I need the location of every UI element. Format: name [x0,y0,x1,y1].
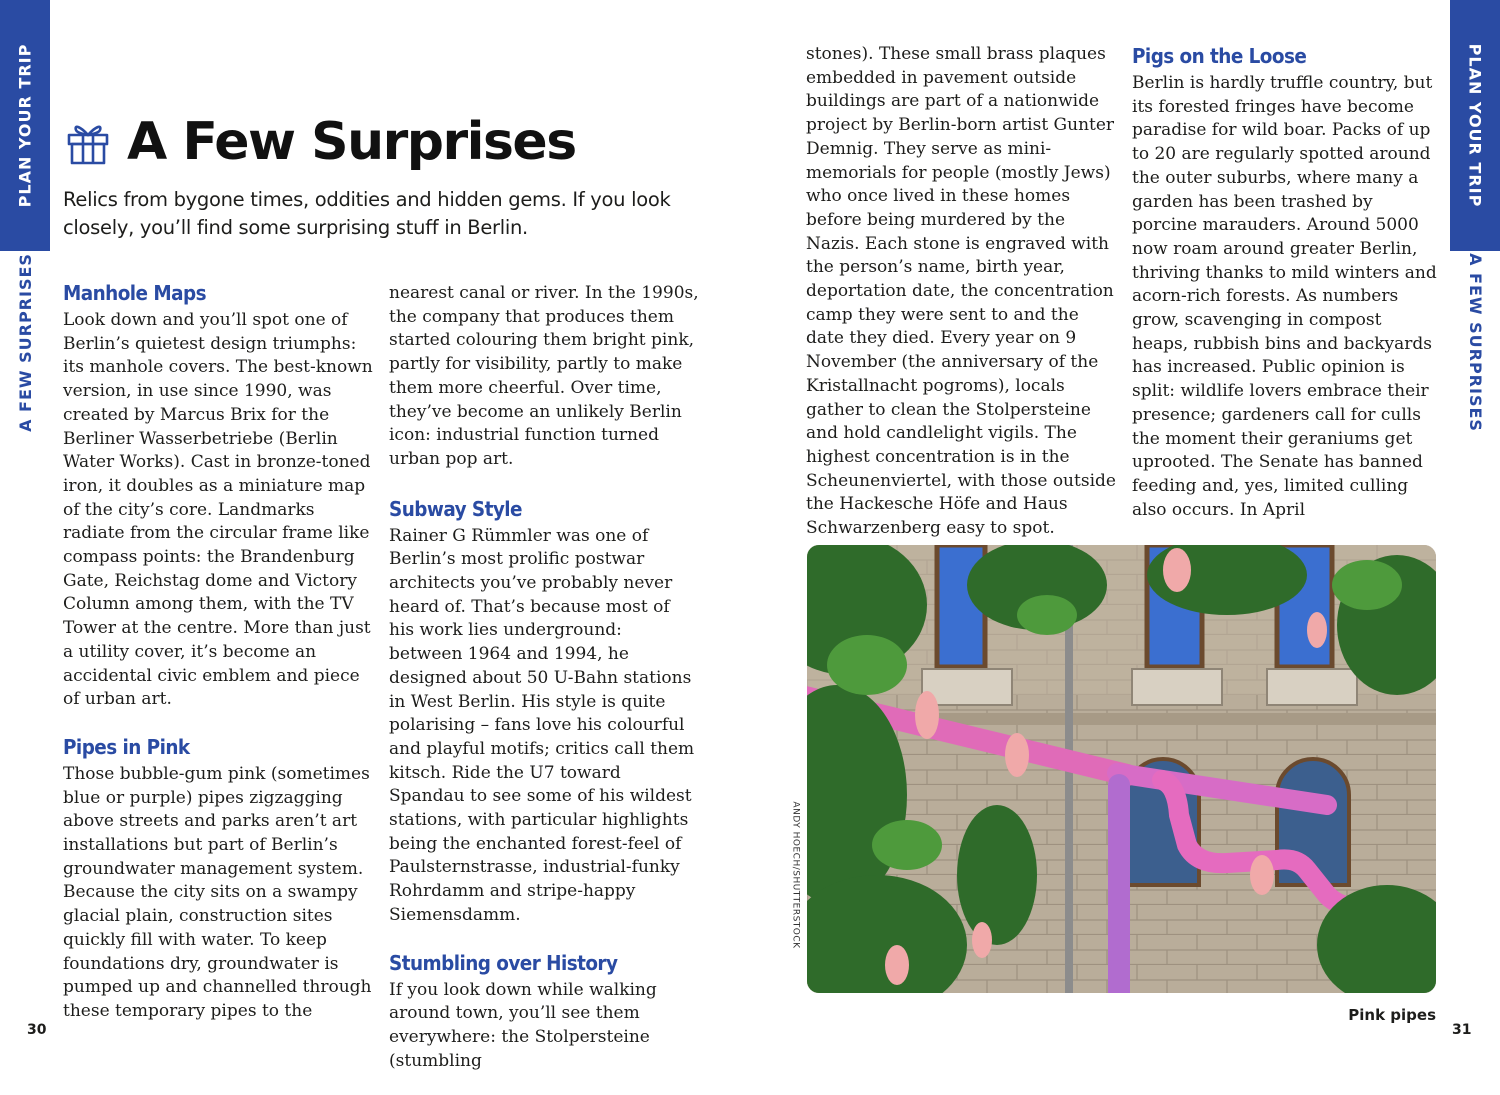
section-label-right [1450,252,1500,432]
column-1 [63,280,373,1046]
column-2 [389,282,699,1095]
plan-your-trip-tab-left [0,0,50,251]
body-stumbling-over-history: If you look down while walking around town, you’ll see them everywhere: the Stolpersteine (stumbling [389,979,657,1071]
photo-credit-text: ANDY HOECH/SHUTTERSTOCK [791,801,802,949]
body-manhole-maps: Look down and you’ll spot one of Berlin’s quietest design triumphs: its manhole covers. The best-known version, in use since 1990, was created by Marcus Brix for the Berliner Wasserbetriebe (Berlin Water Works). Cast in bronze-toned iron, it doubles as a miniature map of the city’s core. Landmarks radiate from the circular frame like compass points: the Brandenburg Gate, Reichstag dome and Victory Column among them, with the TV Tower at the centre. More than just a utility cover, it’s become an accidental civic emblem and piece of urban art. [63,310,373,710]
column-4 [1132,43,1442,544]
photo-caption: Pink pipes [1348,1006,1436,1024]
heading-manhole-maps: Manhole Maps [63,281,206,305]
plan-your-trip-label-left: PLAN YOUR TRIP [15,43,35,208]
photo-illustration [807,545,1436,993]
page-title: A Few Surprises [127,112,576,172]
body-subway-style: Rainer G Rümmler was one of Berlin’s most prolific postwar architects you’ve probably never heard of. That’s because most of his work lies underground: between 1964 and 1994, he designed about 50 U-Bahn stations in West Berlin. His style is quite polarising – fans love his colourful and playful motifs; critics call them kitsch. Ride the U7 toward Spandau to see some of his wildest stations, with particular highlights being the enchanted forest-feel of Paulsternstrasse, industrial-funky Rohrdamm and stripe-happy Siemensdamm. [389,525,695,925]
heading-pipes-in-pink: Pipes in Pink [63,734,190,759]
page-header [63,112,576,172]
intro-text: Relics from bygone times, oddities and hidden gems. If you look closely, you’ll find some surprising stuff in Berlin. [63,188,671,239]
heading-pigs-on-the-loose: Pigs on the Loose [1132,44,1307,68]
section-label-left [0,252,50,432]
heading-subway-style: Subway Style [389,496,522,521]
body-pipes-in-pink-continued: nearest canal or river. In the 1990s, the company that produces them started colouring them bright pink, partly for visibility, partly to make them more cheerful. Over time, they’ve become an unlikely Berlin icon: industrial function turned urban pop art. [389,283,699,469]
page-number-right: 31 [1452,1022,1472,1038]
body-pipes-in-pink: Those bubble-gum pink (sometimes blue or purple) pipes zigzagging above streets and parks aren’t art installations but part of Berlin’s groundwater management system. Because the city sits on a swampy glacial plain, construction sites quickly fill with water. To keep foundations dry, groundwater is pumped up and channelled through these temporary pipes to the [63,763,372,1021]
plan-your-trip-label-right: PLAN YOUR TRIP [1465,43,1485,208]
heading-stumbling-over-history: Stumbling over History [389,950,618,975]
page-number-left: 30 [27,1022,47,1038]
body-stumbling-over-history-continued: stones). These small brass plaques embedded in pavement outside buildings are part of a nationwide project by Berlin-born artist Gunter Demnig. They serve as mini-memorials for people (mostly Jews) who once lived in these homes before being murdered by the Nazis. Each stone is engraved with the person’s name, birth year, deportation date, the concentration camp they were sent to and the date they died. Every year on 9 November (the anniversary of the Kristallnacht pogroms), locals gather to clean the Stolpersteine and hold candlelight vigils. The highest concentration is in the Scheunenviertel, with those outside the Hackesche Höfe and Haus Schwarzenberg easy to spot. [806,44,1116,539]
column-3 [806,43,1116,563]
pink-pipes-photo [807,545,1436,993]
a-few-surprises-label-right: A FEW SURPRISES [1465,252,1485,432]
gift-icon [63,117,113,167]
body-pigs-on-the-loose: Berlin is hardly truffle country, but its forested fringes have become paradise for wild boar. Packs of up to 20 are regularly spotted around the outer suburbs, where many a garden has been trashed by porcine marauders. Around 5000 now roam around greater Berlin, thriving thanks to mild winters and acorn-rich forests. As numbers grow, scavenging in compost heaps, rubbish bins and backyards has increased. Public opinion is split: wildlife lovers embrace their presence; gardeners call for culls the moment their geraniums get uprooted. The Senate has banned feeding and, yes, limited culling also occurs. In April [1132,73,1437,520]
photo-credit [790,800,802,950]
a-few-surprises-label-left: A FEW SURPRISES [15,252,35,432]
plan-your-trip-tab-right [1450,0,1500,251]
